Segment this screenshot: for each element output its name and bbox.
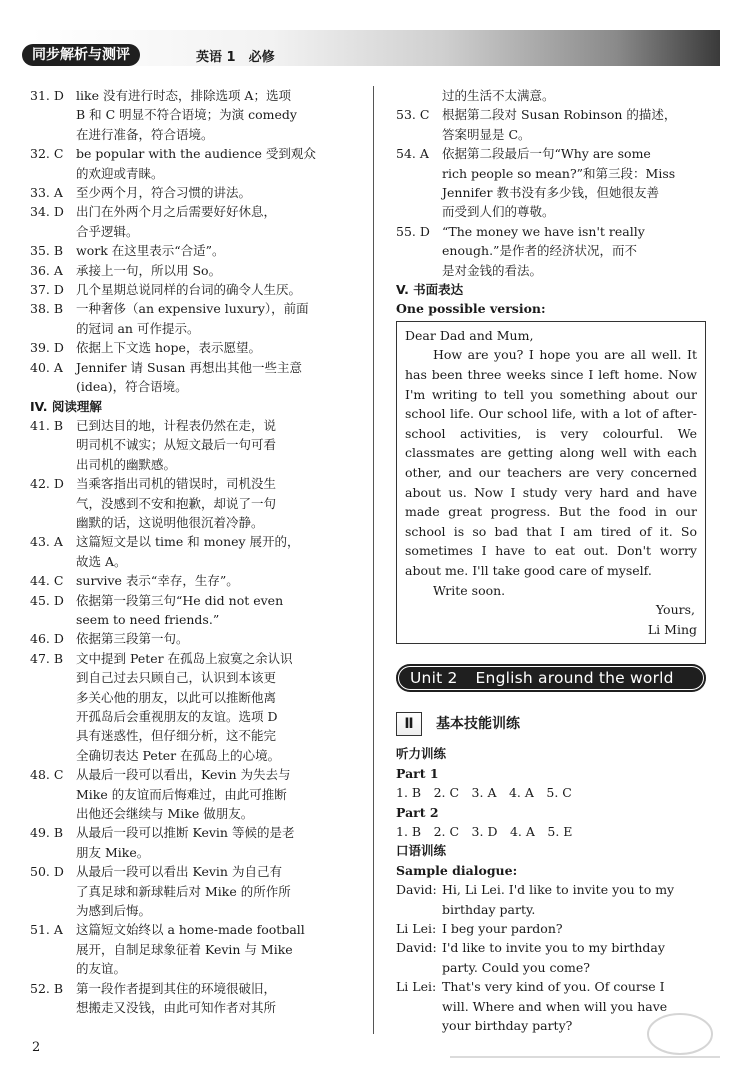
explanation-line: 出门在外两个月之后需要好好休息， [76,204,277,220]
answer-number: 44. C [30,573,64,589]
left-column [30,86,360,1018]
part2-answers: 1. B 2. C 3. D 4. A 5. E [396,824,573,839]
answer-number: 43. A [30,534,63,550]
speaker-line [442,919,706,938]
answer-explanation [76,416,360,474]
answer-item [30,416,360,474]
explanation-line: 当乘客指出司机的错误时，司机没生 [76,476,277,492]
explanation-line: 这篇短文始终以 a home-made football [76,922,305,938]
answer-item [30,202,360,241]
letter-closing-line: Write soon. [433,582,506,598]
roman-numeral-box: Ⅱ [396,712,422,736]
explanation-line: 具有迷惑性，但仔细分析，这不能完 [76,728,277,744]
answer-explanation [76,241,360,260]
speaker-name: Li Lei: [396,979,437,995]
listening-heading: 听力训练 [396,746,447,762]
explanation-line: survive 表示“幸存，生存”。 [76,573,239,589]
part2-label: Part 2 [396,804,439,820]
speaker-name: David: [396,940,437,956]
answer-number: 54. A [396,146,429,162]
answer-item [30,571,360,590]
explanation-line: 的欢迎或青睐。 [76,165,164,181]
answer-explanation [76,571,360,590]
explanation-line: work 在这里表示“合适”。 [76,243,225,259]
answer-item [30,241,360,260]
explanation-line: 几个星期总说同样的台词的确令人生厌。 [76,282,302,298]
answer-number: 40. A [30,359,63,375]
answer-explanation [76,358,360,397]
dialogue-line: will. Where and when will you have [442,998,668,1014]
explanation-line: Jennifer 教书没有多少钱，但她很友善 [442,185,659,201]
answer-explanation [76,474,360,532]
answer-explanation [76,920,360,978]
answer-item [30,299,360,338]
answer-number: 48. C [30,767,64,783]
answer-item [396,144,706,222]
answer-item [396,105,706,144]
explanation-line: 至少两个月，符合习惯的讲法。 [76,185,252,201]
speaker-name: David: [396,882,437,898]
dialogue-turn [396,919,706,938]
explanation-line: 从最后一段可以推断 Kevin 等候的是老 [76,825,295,841]
series-title: 同步解析与测评 [22,44,140,66]
column-divider [373,86,374,1034]
dialogue-line: I'd like to invite you to my birthday [442,940,665,956]
explanation-line: seem to need friends.” [76,611,220,627]
answer-number: 34. D [30,204,64,220]
answer-number: 42. D [30,476,64,492]
explanation-line: 依据第二段最后一句“Why are some [442,146,651,162]
answer-explanation [442,222,706,280]
dialogue-turn [396,938,706,977]
dialogue-line: Hi, Li Lei. I'd like to invite you to my [442,882,675,898]
explanation-line: rich people so mean?”和第三段：Miss [442,165,676,181]
answer-number: 31. D [30,88,64,103]
letter-body: How are you? I hope you are all well. It has been three weeks since I left home. Now I'm writing to tell you something about our school life. Our school life, with a lot of after-school activities, is very colourful. We classmates are getting along well with each other, and our teachers are very concerned about us. Now I study very hard and have made great progress. But the food in our school is so bad that I am tired of it. So sometimes I have to eat out. Don't worry about me. I'll take good care of myself. [405,347,697,578]
answer-item [30,920,360,978]
explanation-line: B 和 C 明显不符合语境；为演 comedy [76,107,297,123]
answer-explanation [76,299,360,338]
unit-banner [396,664,706,692]
explanation-line: 开孤岛后会重视朋友的友谊。选项 D [76,709,278,724]
answer-explanation [76,532,360,571]
answer-number: 51. A [30,922,63,938]
letter-valediction: Yours, [655,602,695,618]
explanation-line: 从最后一段可以看出，Kevin 为失去与 [76,767,291,783]
dialogue-line: your birthday party? [442,1018,573,1034]
answer-explanation [76,765,360,823]
answer-number: 46. D [30,631,64,647]
answer-number: 35. B [30,243,64,259]
answer-number: 53. C [396,107,430,123]
speaker-line [442,880,706,919]
answer-item [30,823,360,862]
explanation-line: Mike 的友谊而后悔难过，由此可推断 [76,786,287,802]
answer-number: 32. C [30,146,64,162]
section-v-heading: V. 书面表达 [396,282,464,298]
answer-explanation [76,862,360,920]
answer-number: 47. B [30,650,64,666]
explanation-line: enough.”是作者的经济状况，而不 [442,243,637,259]
explanation-line: 朋友 Mike。 [76,844,150,860]
explanation-line: 在进行准备，符合语境。 [76,126,214,142]
explanation-line: 故选 A。 [76,553,127,569]
unit-title: English around the world [475,668,674,687]
explanation-line: 第一段作者提到其住的环境很破旧， [76,980,277,996]
speaking-heading: 口语训练 [396,843,447,859]
answer-item [30,358,360,397]
dialogue-line: That's very kind of you. Of course I [442,979,665,995]
explanation-line: 到自己过去只顾自己，认识到本该更 [76,670,277,686]
speaker-line [442,938,706,977]
answer-number: 45. D [30,592,64,608]
answer-item [30,280,360,299]
explanation-line: 而受到人们的尊敬。 [442,204,555,220]
explanation-line: 幽默的话，这说明他很沉着冷静。 [76,514,264,530]
answer-explanation [76,183,360,202]
explanation-line: 答案明显是 C。 [442,126,531,142]
answer-item [30,183,360,202]
answer-explanation [76,86,360,144]
explanation-line: 依据上下文选 hope，表示愿望。 [76,340,261,356]
explanation-line: 一种奢侈（an expensive luxury），前面 [76,301,309,317]
answer-explanation [76,338,360,357]
answer-item [30,591,360,630]
answer-explanation [76,202,360,241]
answer-explanation [442,105,706,144]
dialogue-line: I beg your pardon? [442,921,563,937]
answer-item [30,649,360,765]
answer-item [30,261,360,280]
dialogue-line: party. Could you come? [442,959,591,975]
answer-explanation [76,261,360,280]
answer-item [30,862,360,920]
explanation-line: 从最后一段可以看出 Kevin 为自己有 [76,864,282,880]
answer-number: 49. B [30,825,64,841]
explanation-line: 明司机不诚实；从短文最后一句可看 [76,437,277,453]
answer-explanation [76,591,360,630]
answer-explanation [442,144,706,222]
explanation-line: 为感到后悔。 [76,903,152,919]
dialogue-line: birthday party. [442,901,536,917]
answer-item [30,474,360,532]
answer-number: 39. D [30,340,64,356]
answer-item [396,222,706,280]
explanation-line: 展开，自制足球象征着 Kevin 与 Mike [76,941,293,957]
explanation-line: like 没有进行时态，排除选项 A；选项 [76,88,291,103]
skill-heading [396,712,706,736]
answer-number: 37. D [30,282,64,298]
explanation-line: 出他还会继续与 Mike 做朋友。 [76,806,254,822]
answer-list-a [30,86,360,397]
answer-item [30,629,360,648]
sample-letter [396,321,706,645]
one-possible-version: One possible version: [396,301,546,317]
answer-number: 33. A [30,185,63,201]
watermark-logo [440,1010,730,1076]
explanation-line: 了真足球和新球鞋后对 Mike 的所作所 [76,883,291,899]
answer-item [30,338,360,357]
answer-number: 36. A [30,262,63,278]
answer-explanation [76,649,360,765]
explanation-line: 想搬走又没钱，由此可知作者对其所 [76,1000,277,1016]
answer-number: 52. B [30,980,64,996]
page-number: 2 [32,1040,41,1055]
part1-label: Part 1 [396,765,439,781]
continued-line: 过的生活不太满意。 [442,88,555,103]
answer-item [30,144,360,183]
answer-list-right [396,105,706,280]
answer-explanation [76,144,360,183]
explanation-line: 是对金钱的看法。 [442,262,543,278]
explanation-line: 的友谊。 [76,961,127,977]
explanation-line: 出司机的幽默感。 [76,456,177,472]
explanation-line: 全确切表达 Peter 在孤岛上的心境。 [76,747,281,763]
answer-item [30,765,360,823]
answer-item [30,532,360,571]
answer-item [30,979,360,1018]
explanation-line: 承接上一句，所以用 So。 [76,262,222,278]
skill-title: 基本技能训练 [436,715,520,732]
explanation-line: “The money we have isn't really [442,223,645,239]
explanation-line: Jennifer 请 Susan 再想出其他一些主意 [76,359,302,375]
section-iv-heading: IV. 阅读理解 [30,398,102,414]
explanation-line: 气，没感到不安和抱歉，却说了一句 [76,495,277,511]
explanation-line: 这篇短文是以 time 和 money 展开的， [76,534,300,550]
letter-greeting: Dear Dad and Mum, [405,327,534,343]
explanation-line: 的冠词 an 可作提示。 [76,320,200,336]
answer-number: 55. D [396,223,430,239]
explanation-line: 根据第二段对 Susan Robinson 的描述， [442,107,677,123]
explanation-line: 依据第一段第三句“He did not even [76,592,284,608]
speaker-name: Li Lei: [396,921,437,937]
answer-explanation [76,629,360,648]
answer-number: 50. D [30,864,64,880]
answer-explanation [76,823,360,862]
letter-signature: Li Ming [647,621,697,637]
sample-dialogue-label: Sample dialogue: [396,862,518,878]
explanation-line: (idea)，符合语境。 [76,379,188,395]
explanation-line: 合乎逻辑。 [76,223,139,239]
explanation-line: 多关心他的朋友，以此可以推断他离 [76,689,277,705]
dialogue-turn [396,880,706,919]
right-column [396,86,706,1035]
answer-number: 41. B [30,417,64,433]
subject-label: 英语 1 必修 [196,50,275,65]
explanation-line: 文中提到 Peter 在孤岛上寂寞之余认识 [76,650,293,666]
answer-number: 38. B [30,301,64,317]
explanation-line: be popular with the audience 受到观众 [76,146,316,162]
answer-item [30,86,360,144]
answer-explanation [76,979,360,1018]
unit-number: Unit 2 [410,668,458,687]
answer-list-b [30,416,360,1018]
part1-answers: 1. B 2. C 3. A 4. A 5. C [396,785,572,801]
explanation-line: 已到达目的地，计程表仍然在走，说 [76,417,277,433]
answer-explanation [76,280,360,299]
explanation-line: 依据第三段第一句。 [76,631,189,647]
